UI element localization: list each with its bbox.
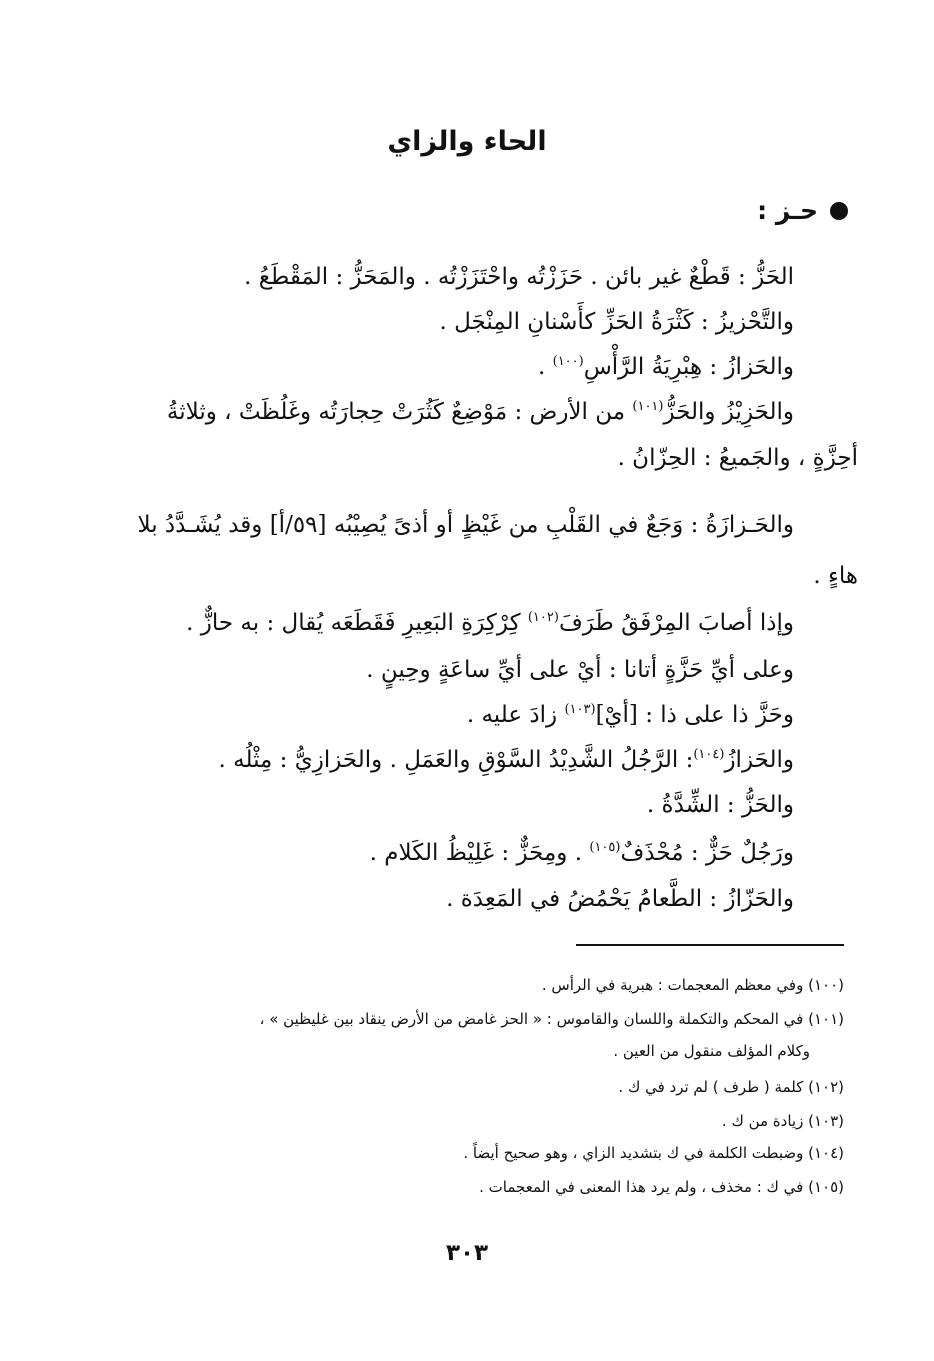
body-text: زادَ عليه . (466, 702, 558, 728)
body-line (538, 352, 794, 386)
body-line: والتَّحْزيزُ : كَثْرَةُ الحَزِّ كأَسْنانِ المِنْجَل . (439, 309, 794, 335)
body-text: : الرَّجُلُ الشَّدِيْدُ السَّوْقِ والعَمَلِ . والحَزازِيُّ : مِثْلُه . (218, 747, 694, 773)
body-text: والحَزِيْزُ والحَزُّ (663, 399, 794, 425)
footnote-ref: (١٠٥) (589, 840, 621, 855)
body-text: وإذا أصابَ المِرْفَقُ طَرَفَ (558, 610, 794, 636)
body-text: والحَزازُ (724, 747, 794, 773)
body-line: والحَزّازُ : الطَّعامُ يَحْمُضُ في المَعِدَة . (446, 886, 794, 912)
footnote: (١٠٠) وفي معظم المعجمات : هبرية في الرأس . (541, 976, 844, 994)
body-line: أحِزَّةٍ ، والجَميعُ : الحِزّانُ . (617, 445, 858, 471)
footnote: (١٠٢) كلمة ( طرف ) لم ترد في ك . (618, 1078, 844, 1096)
footnote-ref: (١٠٠) (552, 354, 584, 369)
body-line: هاءٍ . (813, 563, 858, 589)
footnote: (١٠١) في المحكم والتكملة واللسان والقاموس : « الحز غامض من الأرض ينقاد بين غليظين » ، (259, 1010, 844, 1028)
body-text: . (537, 354, 546, 380)
footnote: (١٠٥) في ك : مخذف ، ولم يرد هذا المعنى في المعجمات . (479, 1178, 844, 1196)
footnote: (١٠٤) وضبطت الكلمة في ك بتشديد الزاي ، وهو صحيح أيضاً . (463, 1144, 844, 1162)
footnote: (١٠٣) زيادة من ك . (721, 1112, 844, 1130)
body-text: . ومِحَزٌّ : غَلِيْظُ الكَلام . (369, 840, 583, 866)
body-line: والحَزُّ : الشِّدَّةُ . (646, 792, 794, 818)
page-number: ٣٠٣ (445, 1240, 489, 1266)
body-line: وعلى أيِّ حَزَّةٍ أتانا : أيْ على أيِّ ساعَةٍ وحِينٍ . (366, 657, 794, 683)
footnote-ref: (١٠٢) (527, 610, 559, 625)
footnote-divider (576, 944, 844, 946)
body-line (219, 745, 794, 779)
body-line (370, 838, 794, 872)
body-line (167, 397, 794, 431)
body-text: كِرْكِرَةِ البَعِيرِ فَقَطَعَه يُقال : به حازٌّ . (186, 610, 521, 636)
page-title: الحاء والزاي (387, 126, 547, 157)
body-line: الحَزُّ : قَطْعٌ غير بائن . حَزَزْتُه واحْتَزَزْتُه . والمَحَزُّ : المَقْطَعُ . (244, 264, 794, 290)
bullet-icon (830, 202, 848, 220)
body-line (467, 700, 794, 734)
footnote: وكلام المؤلف منقول من العين . (613, 1042, 810, 1060)
entry-heading (757, 196, 848, 225)
body-text: والحَزازُ : هِبْرِيَةُ الرَّأْسِ (583, 354, 794, 380)
footnote-ref: (١٠٣) (564, 702, 596, 717)
footnote-ref: (١٠٤) (693, 747, 725, 762)
body-line (186, 608, 794, 642)
body-line: والحَـزازَةُ : وَجَعٌ في القَلْبِ من غَيْظٍ أو أذىً يُصِيْبُه [٥٩/أ] وقد يُشَـدَّدُ بلا (137, 512, 794, 538)
body-text: ورَجُلٌ حَزٌّ : مُحْذَفٌ (620, 840, 794, 866)
body-text: وحَزَّ ذا على ذا : [أيْ] (595, 702, 794, 728)
footnote-ref: (١٠١) (632, 399, 664, 414)
entry-headword: حـز : (757, 196, 818, 225)
body-text: من الأرض : مَوْضِعٌ كَثُرَتْ حِجارَتُه وغَلُظَتْ ، وثلاثةُ (166, 399, 626, 425)
